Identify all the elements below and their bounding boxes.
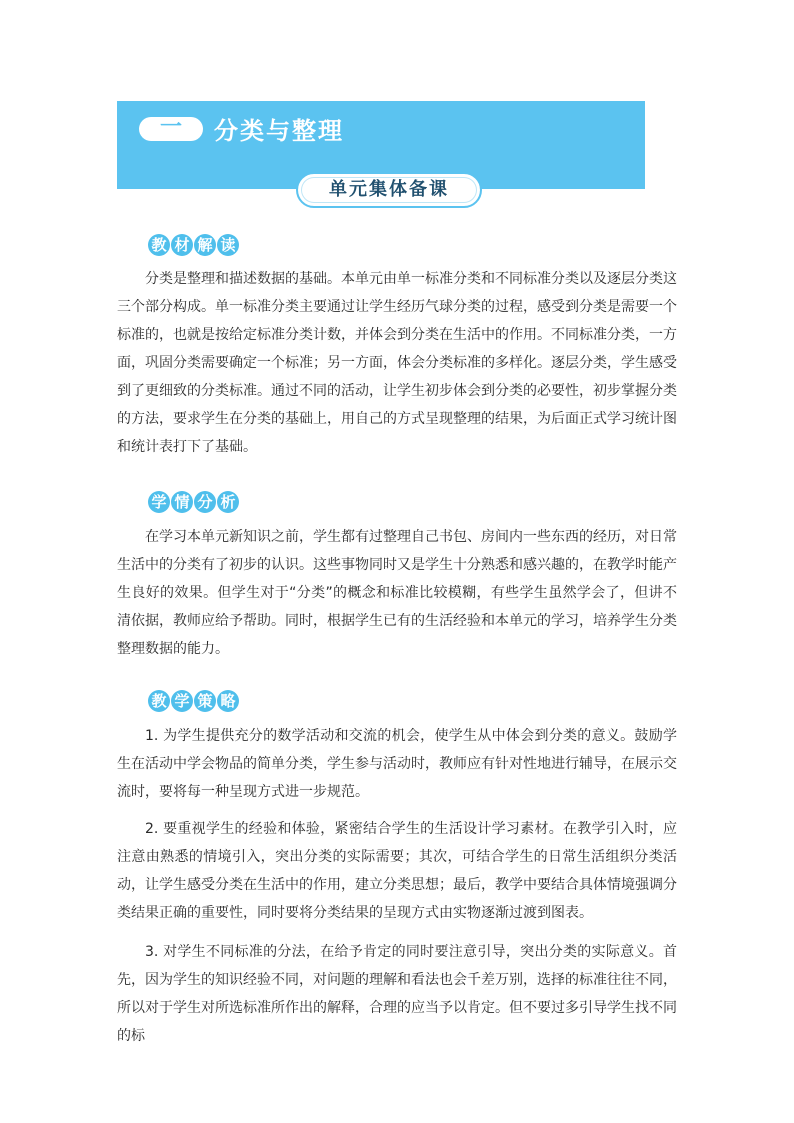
chapter-number-badge: 一 (139, 117, 203, 141)
paragraph-strategy-1: 1. 为学生提供充分的数学活动和交流的机会，使学生从中体会到分类的意义。鼓励学生在活动中学会物品的简单分类，学生参与活动时，教师应有针对性地进行辅导，在展示交流时，要将每一种呈现方式进一步规范。 (117, 728, 677, 800)
section-label-char: 学 (171, 690, 193, 712)
section-label-char: 教 (148, 234, 170, 256)
chapter-title: 分类与整理 (214, 117, 344, 145)
section-label-teaching-strategy (148, 690, 239, 712)
section-label-student-analysis (148, 491, 239, 513)
section-label-char: 情 (171, 491, 193, 513)
paragraph-strategy-3: 3. 对学生不同标准的分法，在给予肯定的同时要注意引导，突出分类的实际意义。首先，因为学生的知识经验不同，对问题的理解和看法也会千差万别，选择的标准往往不同，所以对于学生对所选标准所作出的解释，合理的应当予以肯定。但不要过多引导学生找不同的标 (117, 944, 677, 1044)
section-label-textbook-reading (148, 234, 239, 256)
section-label-char: 析 (217, 491, 239, 513)
section-label-char: 材 (171, 234, 193, 256)
paragraph: 在学习本单元新知识之前，学生都有过整理自己书包、房间内一些东西的经历，对日常生活中的分类有了初步的认识。这些事物同时又是学生十分熟悉和感兴趣的，在教学时能产生良好的效果。但学生对于“分类”的概念和标准比较模糊，有些学生虽然学会了，但讲不清依据，教师应给予帮助。同时，根据学生已有的生活经验和本单元的学习，培养学生分类整理数据的能力。 (117, 529, 677, 657)
section-label-char: 读 (217, 234, 239, 256)
section-label-char: 解 (194, 234, 216, 256)
section-label-char: 策 (194, 690, 216, 712)
section-label-char: 分 (194, 491, 216, 513)
section-label-char: 学 (148, 491, 170, 513)
paragraph-strategy-2: 2. 要重视学生的经验和体验，紧密结合学生的生活设计学习素材。在教学引入时，应注意由熟悉的情境引入，突出分类的实际需要；其次，可结合学生的日常生活组织分类活动，让学生感受分类在生活中的作用，建立分类思想；最后，教学中要结合具体情境强调分类结果正确的重要性，同时要将分类结果的呈现方式由实物逐渐过渡到图表。 (117, 821, 677, 921)
paragraph: 分类是整理和描述数据的基础。本单元由单一标准分类和不同标准分类以及逐层分类这三个部分构成。单一标准分类主要通过让学生经历气球分类的过程，感受到分类是需要一个标准的，也就是按给定标准分类计数，并体会到分类在生活中的作用。不同标准分类，一方面，巩固分类需要确定一个标准；另一方面，体会分类标准的多样化。逐层分类，学生感受到了更细致的分类标准。通过不同的活动，让学生初步体会到分类的必要性，初步掌握分类的方法，要求学生在分类的基础上，用自己的方式呈现整理的结果，为后面正式学习统计图和统计表打下了基础。 (117, 271, 677, 455)
unit-label: 单元集体备课 (296, 172, 482, 208)
section-label-char: 教 (148, 690, 170, 712)
section-label-char: 略 (217, 690, 239, 712)
